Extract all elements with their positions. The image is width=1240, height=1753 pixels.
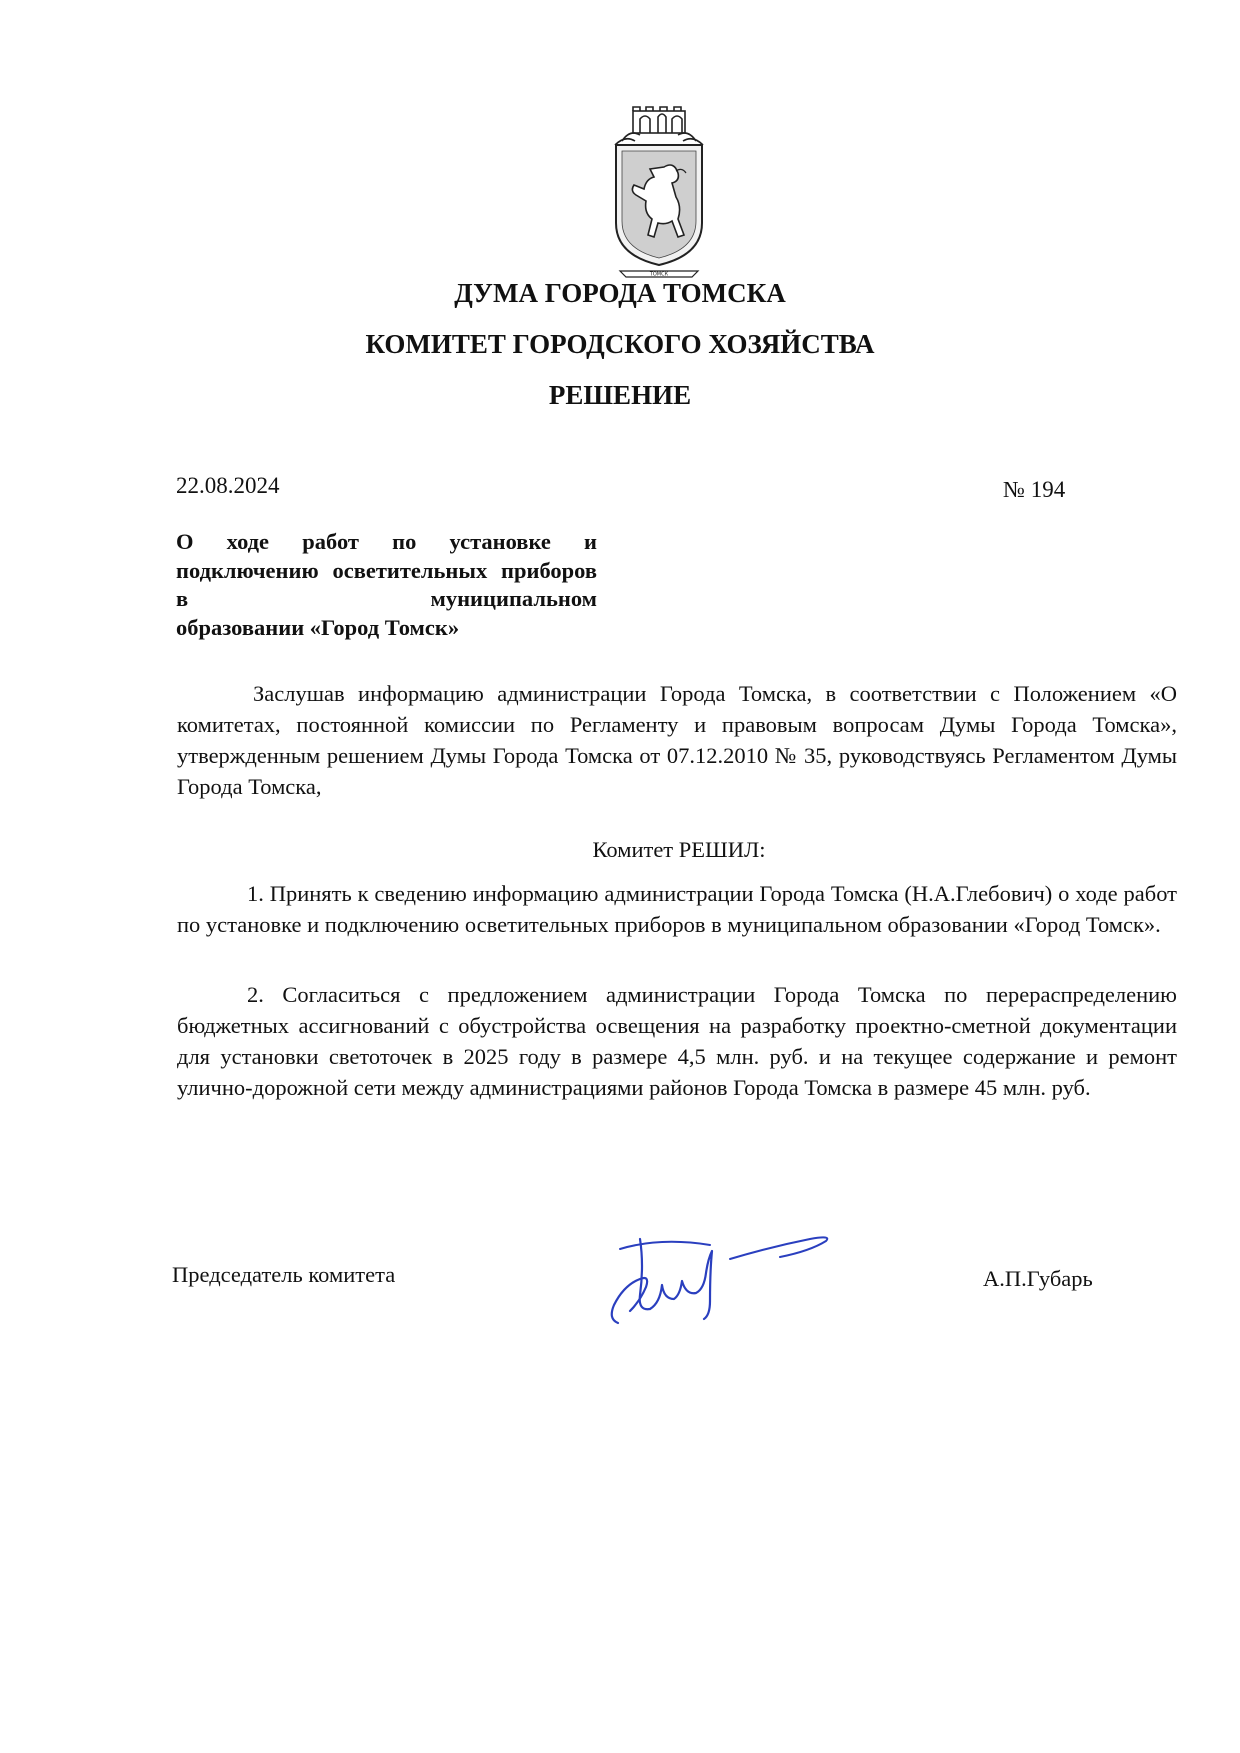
signer-position: Председатель комитета <box>172 1262 396 1287</box>
decided-heading: Комитет РЕШИЛ: <box>592 837 766 862</box>
subject-line: приборов в муниципальном <box>176 557 597 611</box>
decision-number: № 194 <box>1003 477 1066 502</box>
org-name: ДУМА ГОРОДА ТОМСКА <box>454 278 786 308</box>
document-type: РЕШЕНИЕ <box>548 380 692 410</box>
decision-subject <box>176 528 597 642</box>
committee-name: КОМИТЕТ ГОРОДСКОГО ХОЗЯЙСТВА <box>365 329 875 359</box>
decision-item: 1. Принять к сведению информацию администрации Города Томска (Н.А.Глебович) о ходе работ по установке и подключению осветительных приборов в муниципальном образовании «Город Томск». <box>177 881 1177 937</box>
decision-date: 22.08.2024 <box>176 473 280 498</box>
decision-item: 2. Согласиться с предложением администрации Города Томска по перераспределению бюджетных ассигнований с обустройства освещения на разработку проектно-сметной документации для установки светоточек в 2025 году в размере 4,5 млн. руб. и на текущее содержание и ремонт улично-дорожной сети между администрациями районов Города Томска в размере 45 млн. руб. <box>177 982 1177 1100</box>
signer-name: А.П.Губарь <box>983 1266 1093 1291</box>
preamble-paragraph: Заслушав информацию администрации Города Томска, в соответствии с Положением «О комитетах, постоянной комиссии по Регламенту и правовым вопросам Думы Города Томска», утвержденным решением Думы Города Томска от 07.12.2010 № 35, руководствуясь Регламентом Думы Города Томска, <box>177 681 1177 799</box>
subject-line: образовании «Город Томск» <box>176 614 460 640</box>
subject-line: О ходе работ по установке и <box>176 529 597 554</box>
svg-text:ТОМСК: ТОМСК <box>649 271 669 278</box>
handwritten-signature-icon <box>600 1215 880 1335</box>
tomsk-coat-of-arms-icon <box>600 105 718 283</box>
subject-line: подключению осветительных <box>176 557 488 583</box>
